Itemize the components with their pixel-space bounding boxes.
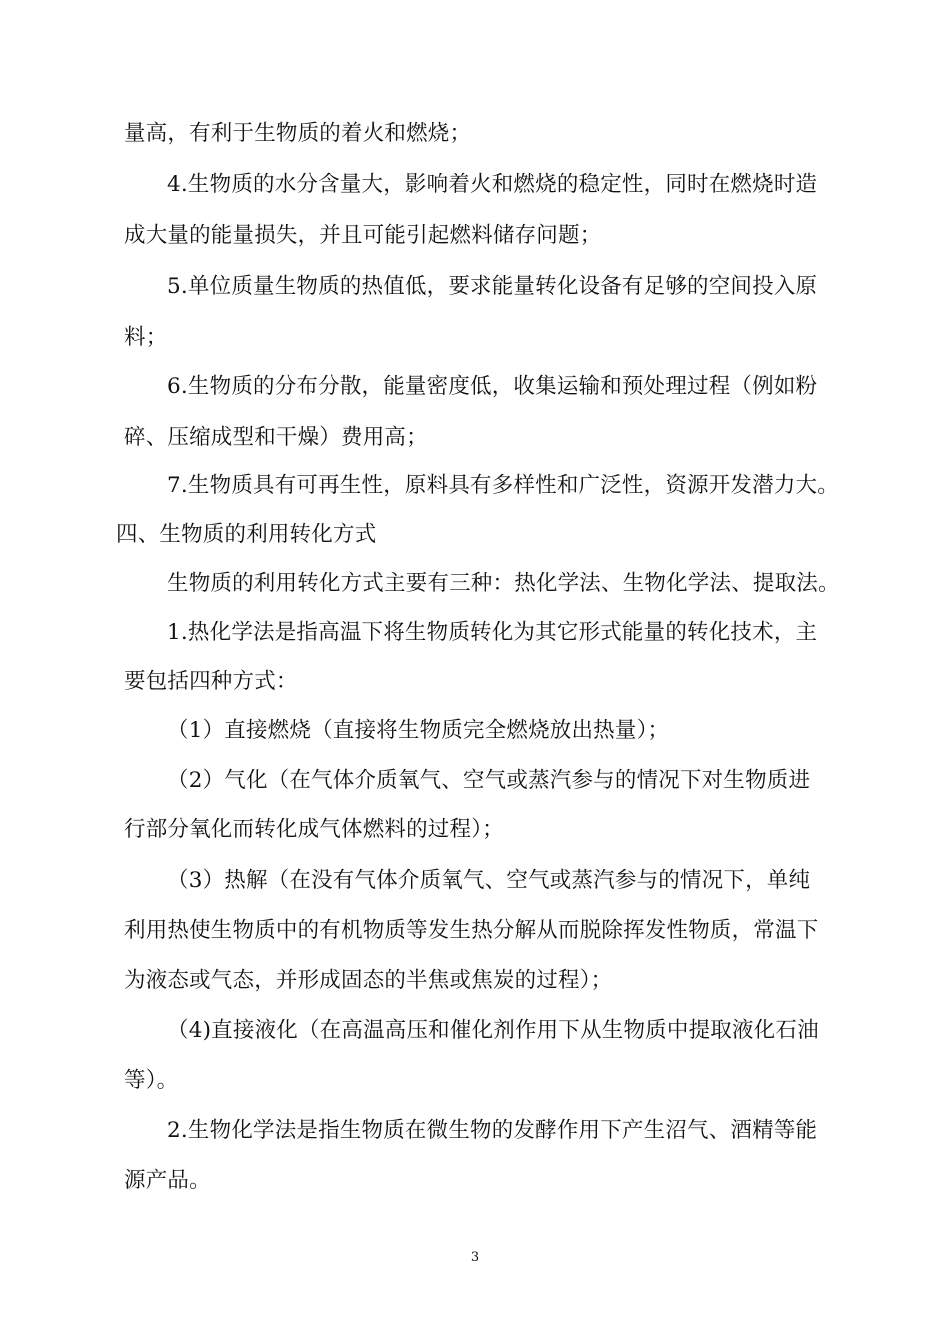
- text-line: 行部分氧化而转化成气体燃料的过程）；: [124, 817, 504, 842]
- text-line: 料；: [124, 325, 168, 350]
- text-line: 成大量的能量损失，并且可能引起燃料储存问题；: [124, 223, 602, 248]
- text-line: 碎、压缩成型和干燥）费用高；: [124, 425, 428, 450]
- text-line: 2.生物化学法是指生物质在微生物的发酵作用下产生沼气、酒精等能: [167, 1118, 818, 1143]
- text-line: 1.热化学法是指高温下将生物质转化为其它形式能量的转化技术，主: [167, 620, 818, 645]
- text-line: 源产品。: [124, 1168, 211, 1193]
- text-line: 为液态或气态，并形成固态的半焦或焦炭的过程）；: [124, 968, 613, 993]
- text-line: 量高，有利于生物质的着火和燃烧；: [124, 121, 472, 146]
- text-line: 生物质的利用转化方式主要有三种：热化学法、生物化学法、提取法。: [167, 571, 840, 596]
- text-line: （4)直接液化（在高温高压和催化剂作用下从生物质中提取液化石油: [167, 1018, 819, 1043]
- text-line: 5.单位质量生物质的热值低，要求能量转化设备有足够的空间投入原: [167, 274, 818, 299]
- page-number: 3: [470, 1250, 480, 1265]
- text-line: 要包括四种方式：: [124, 669, 298, 694]
- text-line: （1）直接燃烧（直接将生物质完全燃烧放出热量）；: [167, 718, 670, 743]
- text-line: 等）。: [124, 1068, 179, 1093]
- text-line: （2）气化（在气体介质氧气、空气或蒸汽参与的情况下对生物质进: [167, 768, 811, 793]
- text-line: 6.生物质的分布分散，能量密度低，收集运输和预处理过程（例如粉: [167, 374, 818, 399]
- section-heading: 四、生物质的利用转化方式: [116, 522, 377, 547]
- text-line: 7.生物质具有可再生性，原料具有多样性和广泛性，资源开发潜力大。: [167, 473, 839, 498]
- text-line: 利用热使生物质中的有机物质等发生热分解从而脱除挥发性物质，常温下: [124, 918, 819, 943]
- text-line: 4.生物质的水分含量大，影响着火和燃烧的稳定性，同时在燃烧时造: [167, 172, 818, 197]
- text-line: （3）热解（在没有气体介质氧气、空气或蒸汽参与的情况下，单纯: [167, 868, 811, 893]
